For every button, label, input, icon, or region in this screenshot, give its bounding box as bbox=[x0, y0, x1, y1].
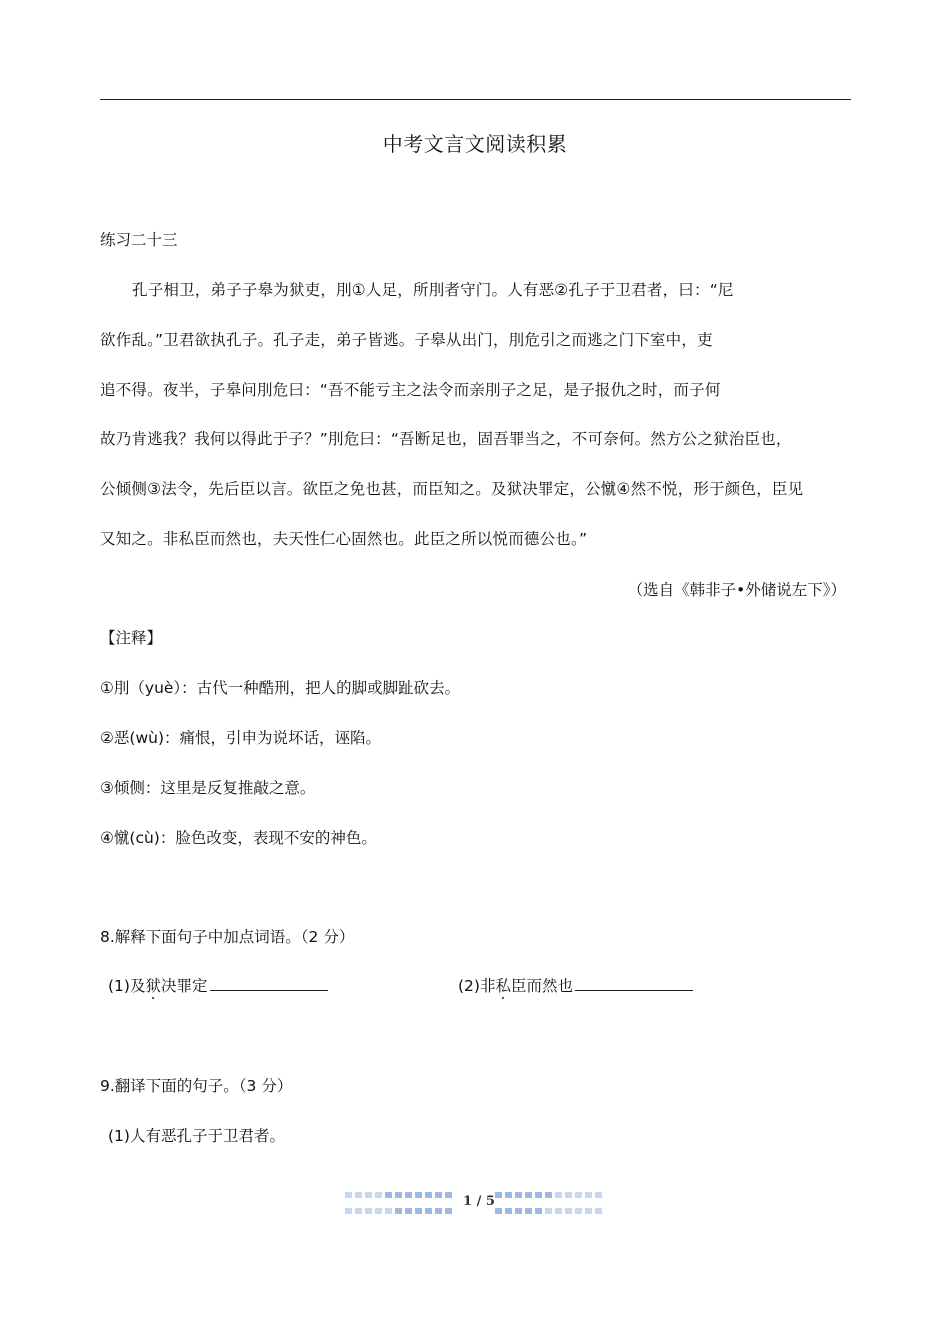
passage-line-3: 追不得。夜半，子皋问刖危曰：“吾不能亏主之法令而亲刖子之足，是子报仇之时，而子何 bbox=[100, 381, 721, 399]
page-footer bbox=[345, 1192, 607, 1214]
note-item-2: ②恶(wù)：痛恨，引申为说坏话，诬陷。 bbox=[100, 729, 381, 747]
q8-item-1-answer-blank[interactable] bbox=[210, 976, 328, 991]
question-9-item-1: (1)人有恶孔子于卫君者。 bbox=[108, 1127, 285, 1145]
q8-item-1-dotted-word: 狱 bbox=[145, 977, 161, 995]
q8-item-2-pre: (2)非 bbox=[458, 977, 496, 995]
exercise-label: 练习二十三 bbox=[100, 231, 178, 249]
header-rule bbox=[100, 99, 851, 100]
page-number: 1 / 5 bbox=[463, 1194, 495, 1209]
note-item-4: ④憱(cù)：脸色改变，表现不安的神色。 bbox=[100, 829, 377, 847]
footer-decoration-left bbox=[345, 1192, 452, 1214]
passage-line-5: 公倾侧③法令，先后臣以言。欲臣之免也甚，而臣知之。及狱决罪定，公憱④然不悦，形于颜色，臣见 bbox=[100, 480, 804, 498]
note-item-3: ③倾侧：这里是反复推敲之意。 bbox=[100, 779, 316, 797]
note-item-1: ①刖（yuè）：古代一种酷刑，把人的脚或脚趾砍去。 bbox=[100, 679, 461, 697]
question-8-item-1 bbox=[108, 974, 328, 996]
passage-line-6: 又知之。非私臣而然也，夫天性仁心固然也。此臣之所以悦而德公也。” bbox=[100, 530, 588, 548]
q8-item-2-answer-blank[interactable] bbox=[575, 976, 693, 991]
q8-item-1-pre: (1)及 bbox=[108, 977, 146, 995]
notes-heading: 【注释】 bbox=[100, 629, 163, 647]
passage-line-2: 欲作乱。”卫君欲执孔子。孔子走，弟子皆逃。子皋从出门，刖危引之而逃之门下室中，吏 bbox=[100, 331, 713, 349]
question-8-prompt: 8.解释下面句子中加点词语。（2 分） bbox=[100, 928, 355, 946]
passage-line-1: 孔子相卫，弟子子皋为狱吏，刖①人足，所刖者守门。人有恶②孔子于卫君者，曰：“尼 bbox=[132, 281, 734, 299]
q8-item-2-post: 臣而然也 bbox=[510, 977, 573, 995]
footer-decoration-right bbox=[495, 1192, 602, 1214]
page-title: 中考文言文阅读积累 bbox=[382, 132, 568, 156]
passage-source: （选自《韩非子•外储说左下》） bbox=[627, 581, 846, 599]
q8-item-2-dotted-word: 私 bbox=[495, 977, 511, 995]
passage-line-4: 故乃肯逃我？我何以得此于子？”刖危曰：“吾断足也，固吾罪当之，不可奈何。然方公之狱治臣也， bbox=[100, 430, 792, 448]
question-8-item-2 bbox=[458, 974, 693, 996]
q8-item-1-post: 决罪定 bbox=[160, 977, 208, 995]
question-9-prompt: 9.翻译下面的句子。（3 分） bbox=[100, 1077, 293, 1095]
